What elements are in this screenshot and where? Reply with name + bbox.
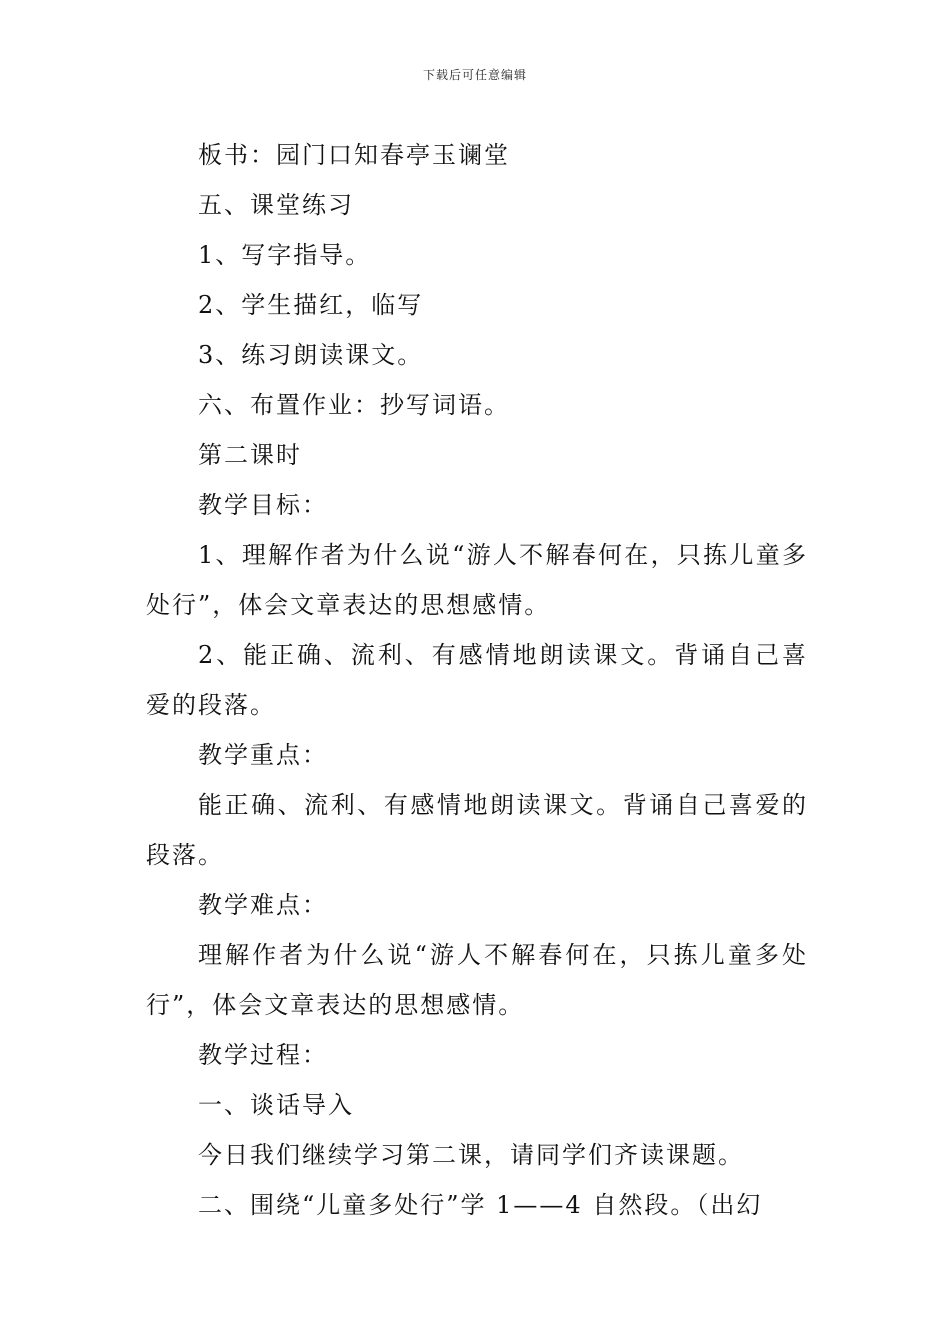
paragraph-key-points: 能正确、流利、有感情地朗读课文。背诵自己喜爱的段落。	[146, 791, 808, 869]
heading-teaching-goals: 教学目标：	[198, 491, 328, 519]
heading-introduction: 一、谈话导入	[198, 1091, 354, 1119]
heading-difficulties: 教学难点：	[198, 891, 328, 919]
page-header: 下载后可任意编辑	[422, 68, 527, 82]
paragraph-blackboard: 板书：园门口知春亭玉谰堂	[198, 141, 510, 169]
heading-class-practice: 五、课堂练习	[198, 191, 354, 219]
paragraph-introduction: 今日我们继续学习第二课，请同学们齐读课题。	[198, 1141, 744, 1169]
heading-second-lesson: 第二课时	[198, 441, 302, 469]
heading-homework: 六、布置作业：抄写词语。	[198, 391, 510, 419]
paragraph-difficulties: 理解作者为什么说“游人不解春何在，只拣儿童多处行”，体会文章表达的思想感情。	[146, 941, 808, 1019]
paragraph-goal-1: 1、理解作者为什么说“游人不解春何在，只拣儿童多处行”，体会文章表达的思想感情。	[146, 541, 808, 619]
document-body	[146, 130, 808, 1230]
heading-section-two: 二、围绕“儿童多处行”学 1——4 自然段。（出幻	[198, 1191, 763, 1219]
paragraph-goal-2: 2、能正确、流利、有感情地朗读课文。背诵自己喜爱的段落。	[146, 641, 808, 719]
heading-key-points: 教学重点：	[198, 741, 328, 769]
paragraph-practice-3: 3、练习朗读课文。	[198, 341, 424, 369]
paragraph-practice-2: 2、学生描红，临写	[198, 291, 424, 319]
paragraph-practice-1: 1、写字指导。	[198, 241, 372, 269]
heading-teaching-process: 教学过程：	[198, 1041, 328, 1069]
